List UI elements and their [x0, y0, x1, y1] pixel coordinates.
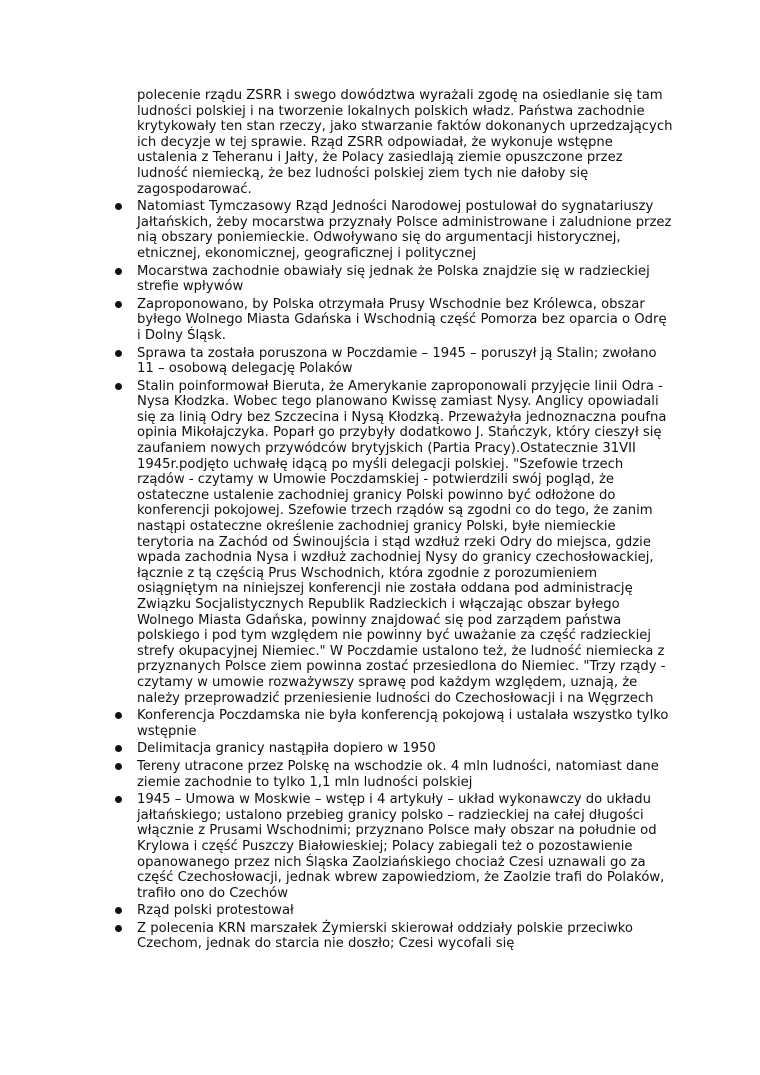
list-item [113, 921, 673, 952]
bullet-icon [115, 383, 122, 390]
list-item-text: Stalin poinformował Bieruta, że Amerykanie zaproponowali przyjęcie linii Odra - Nysa Kłodzka. Wobec tego planowano Kwissę zamiast Nysy. Anglicy opowiadali się za linią Odry bez Szczecina i Nysą Kłodzką. Przeważyła jednoznaczna poufna opinia Mikołajczyka. Poparł go przybyły dodatkowo J. Stańczyk, który cieszył się zaufaniem nowych przywódców brytyjskich (Partia Pracy).Ostatecznie 31VII 1945r.podjęto uchwałę idącą po myśli delegacji polskiej. "Szefowie trzech rządów - czytamy w Umowie Poczdamskiej - potwierdzili swój pogląd, że ostateczne ustalenie zachodniej granicy Polski powinno być odłożone do konferencji pokojowej. Szefowie trzech rządów są zgodni co do tego, że zanim nastąpi ostateczne określenie zachodniej granicy Polski, byłe niemieckie terytoria na Zachód od Świnoujścia i stąd wzdłuż rzeki Odry do miejsca, gdzie wpada zachodnia Nysa i wzdłuż zachodniej Nysy do granicy czechosłowackiej, łącznie z tą częścią Prus Wschodnich, która zgodnie z porozumieniem osiągniętym na niniejszej konferencji nie została oddana pod administrację Związku Socjalistycznych Republik Radzieckich i włączając obszar byłego Wolnego Miasta Gdańska, powinny znajdować się pod zarządem państwa polskiego i pod tym względem nie powinny być uważanie za część radzieckiej strefy okupacyjnej Niemiec." W Poczdamie ustalono też, że ludność niemiecka z przyznanych Polsce ziem powinna zostać przesiedlona do Niemiec. "Trzy rządy - czytamy w umowie rozważywszy sprawę pod każdym względem, uznają, że należy przeprowadzić przeniesienie ludności do Czechosłowacji i na Węgrzech [137, 378, 667, 706]
bullet-icon [115, 712, 122, 719]
list-item-text: Tereny utracone przez Polskę na wschodzie ok. 4 mln ludności, natomiast dane ziemie zachodnie to tylko 1,1 mln ludności polskiej [137, 758, 659, 790]
list-item [113, 297, 673, 344]
bullet-icon [115, 796, 122, 803]
list-item-text: Z polecenia KRN marszałek Żymierski skierował oddziały polskie przeciwko Czechom, jednak do starcia nie doszło; Czesi wycofali się [137, 920, 633, 952]
bullet-icon [115, 268, 122, 275]
list-item [113, 741, 673, 757]
bullet-icon [115, 763, 122, 770]
list-item-text: Mocarstwa zachodnie obawiały się jednak że Polska znajdzie się w radzieckiej strefie wpływów [137, 263, 650, 295]
bullet-icon [115, 745, 122, 752]
list-item-text: Natomiast Tymczasowy Rząd Jedności Narodowej postulował do sygnatariuszy Jałtańskich, żeby mocarstwa przyznały Polsce administrowane i zaludnione przez nią obszary poniemieckie. Odwoływano się do argumentacji historycznej, etnicznej, ekonomicznej, geograficznej i politycznej [137, 199, 672, 261]
list-item-text: Delimitacja granicy nastąpiła dopiero w 1950 [137, 741, 436, 757]
list-item [113, 199, 673, 261]
list-item [113, 379, 673, 706]
list-item [113, 792, 673, 901]
bullet-list [113, 199, 673, 952]
bullet-icon [115, 907, 122, 914]
list-item [113, 708, 673, 739]
bullet-icon [115, 350, 122, 357]
list-item [113, 759, 673, 790]
bullet-icon [115, 925, 122, 932]
list-item-text: Rząd polski protestował [137, 903, 294, 919]
document-body [113, 88, 673, 954]
continuation-paragraph: polecenie rządu ZSRR i swego dowództwa wyrażali zgodę na osiedlanie się tam ludności polskiej i na tworzenie lokalnych polskich władz. Państwa zachodnie krytykowały ten stan rzeczy, jako stwarzanie faktów dokonanych uprzedzających ich decyzje w tej sprawie. Rząd ZSRR odpowiadał, że wykonuje wstępne ustalenia z Teheranu i Jałty, że Polacy zasiedlają ziemie opuszczone przez ludność niemiecką, że bez ludności polskiej ziem tych nie dałoby się zagospodarować. [137, 88, 673, 197]
list-item-text: Sprawa ta została poruszona w Poczdamie – 1945 – poruszył ją Stalin; zwołano 11 – osobową delegację Polaków [137, 345, 657, 377]
list-item [113, 264, 673, 295]
bullet-icon [115, 301, 122, 308]
list-item-text: Zaproponowano, by Polska otrzymała Prusy Wschodnie bez Królewca, obszar byłego Wolnego Miasta Gdańska i Wschodnią część Pomorza bez oparcia o Odrę i Dolny Śląsk. [137, 296, 667, 343]
list-item [113, 903, 673, 919]
list-item-text: 1945 – Umowa w Moskwie – wstęp i 4 artykuły – układ wykonawczy do układu jałtańskiego; ustalono przebieg granicy polsko – radzieckiej na całej długości włącznie z Prusami Wschodnimi; przyznano Polsce mały obszar na południe od Krylowa i część Puszczy Białowieskiej; Polacy zabiegali też o pozostawienie opanowanego przez nich Śląska Zaolziańskiego chociaż Czesi uznawali go za część Czechosłowacji, jednak wbrew zapowiedziom, że Zaolzie trafi do Polaków, trafiło ono do Czechów [137, 792, 665, 901]
bullet-icon [115, 203, 122, 210]
list-item-text: Konferencja Poczdamska nie była konferencją pokojową i ustalała wszystko tylko wstępnie [137, 708, 669, 739]
list-item [113, 346, 673, 377]
